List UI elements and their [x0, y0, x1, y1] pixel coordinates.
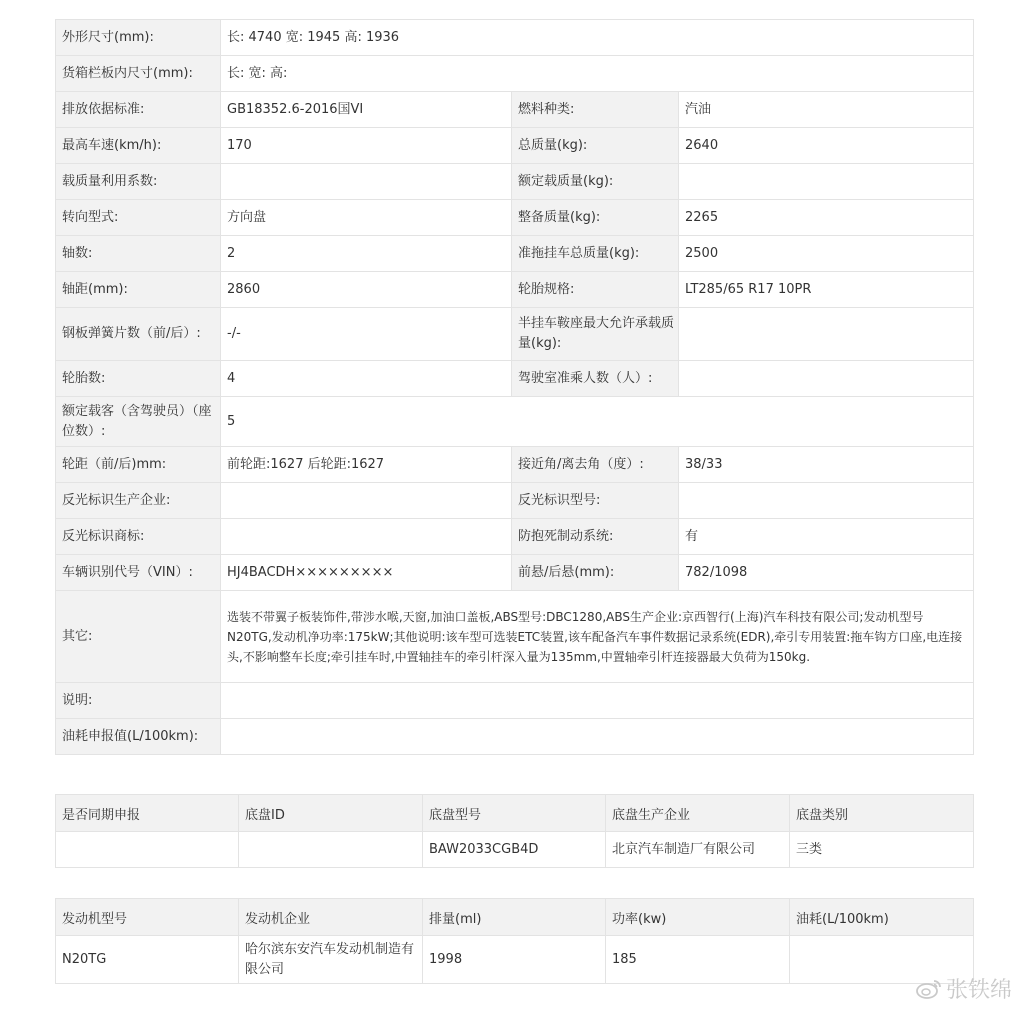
chassis-header: 是否同期申报: [56, 795, 239, 832]
row-reflect-co: [56, 483, 974, 519]
overhang-value: 782/1098: [679, 555, 974, 591]
cab-value: [679, 361, 974, 397]
cargo-label: 货箱栏板内尺寸(mm):: [56, 56, 221, 92]
row-steer: [56, 200, 974, 236]
emission-value: GB18352.6-2016国VI: [221, 92, 512, 128]
track-label: 轮距（前/后)mm:: [56, 447, 221, 483]
engine-cell: 哈尔滨东安汽车发动机制造有限公司: [239, 936, 423, 984]
engine-header: 油耗(L/100km): [790, 899, 974, 936]
fuel-value: 汽油: [679, 92, 974, 128]
seats-label: 额定载客（含驾驶员）（座位数）:: [56, 397, 221, 447]
reflect-mark-value: [221, 519, 512, 555]
weibo-icon: [916, 978, 942, 1000]
speed-label: 最高车速(km/h):: [56, 128, 221, 164]
seats-value: 5: [221, 397, 974, 447]
abs-value: 有: [679, 519, 974, 555]
curb-value: 2265: [679, 200, 974, 236]
dims-label: 外形尺寸(mm):: [56, 20, 221, 56]
abs-label: 防抱死制动系统:: [512, 519, 679, 555]
chassis-header: 底盘类别: [790, 795, 974, 832]
row-tires: [56, 361, 974, 397]
other-label: 其它:: [56, 591, 221, 683]
reflect-mark-label: 反光标识商标:: [56, 519, 221, 555]
chassis-cell: 北京汽车制造厂有限公司: [606, 832, 790, 868]
row-vin: [56, 555, 974, 591]
cargo-value: 长: 宽: 高:: [221, 56, 974, 92]
chassis-header-row: [56, 795, 974, 832]
vin-value: HJ4BACDH×××××××××: [221, 555, 512, 591]
engine-cell: 185: [606, 936, 790, 984]
track-value: 前轮距:1627 后轮距:1627: [221, 447, 512, 483]
tires-value: 4: [221, 361, 512, 397]
axles-label: 轴数:: [56, 236, 221, 272]
trailer-value: 2500: [679, 236, 974, 272]
chassis-header: 底盘ID: [239, 795, 423, 832]
util-label: 载质量利用系数:: [56, 164, 221, 200]
curb-label: 整备质量(kg):: [512, 200, 679, 236]
other-value: 选装不带翼子板装饰件,带涉水喉,天窗,加油口盖板,ABS型号:DBC1280,ABS生产企业:京西智行(上海)汽车科技有限公司;发动机型号N20TG,发动机净功率:175kW;其他说明:该车型可选装ETC装置,该车配备汽车事件数据记录系统(EDR),牵引专用装置:拖车钩方口座,电连接头,不影响整车长度;牵引挂车时,中置轴挂车的牵引杆深入量为135mm,中置轴牵引杆连接器最大负荷为150kg.: [221, 591, 974, 683]
reflect-model-label: 反光标识型号:: [512, 483, 679, 519]
mass-value: 2640: [679, 128, 974, 164]
speed-value: 170: [221, 128, 512, 164]
engine-cell: N20TG: [56, 936, 239, 984]
fuel-report-label: 油耗申报值(L/100km):: [56, 719, 221, 755]
engine-header: 发动机企业: [239, 899, 423, 936]
row-dims: [56, 20, 974, 56]
chassis-cell: 三类: [790, 832, 974, 868]
cab-label: 驾驶室准乘人数（人）:: [512, 361, 679, 397]
fuel-label: 燃料种类:: [512, 92, 679, 128]
row-cargo: [56, 56, 974, 92]
mass-label: 总质量(kg):: [512, 128, 679, 164]
angle-label: 接近角/离去角（度）:: [512, 447, 679, 483]
wheelbase-label: 轴距(mm):: [56, 272, 221, 308]
trailer-label: 准拖挂车总质量(kg):: [512, 236, 679, 272]
reflect-model-value: [679, 483, 974, 519]
steer-label: 转向型式:: [56, 200, 221, 236]
chassis-table: [55, 794, 974, 868]
vin-label: 车辆识别代号（VIN）:: [56, 555, 221, 591]
steer-value: 方向盘: [221, 200, 512, 236]
engine-row: [56, 936, 974, 984]
tire-spec-label: 轮胎规格:: [512, 272, 679, 308]
row-reflect-mark: [56, 519, 974, 555]
axles-value: 2: [221, 236, 512, 272]
note-label: 说明:: [56, 683, 221, 719]
engine-cell: 1998: [423, 936, 606, 984]
spring-label: 钢板弹簧片数（前/后）:: [56, 308, 221, 361]
row-other: [56, 591, 974, 683]
row-speed: [56, 128, 974, 164]
row-util: [56, 164, 974, 200]
spec-table: [55, 19, 974, 755]
row-emission: [56, 92, 974, 128]
wheelbase-value: 2860: [221, 272, 512, 308]
reflect-co-value: [221, 483, 512, 519]
engine-header-row: [56, 899, 974, 936]
fuel-report-value: [221, 719, 974, 755]
dims-value: 长: 4740 宽: 1945 高: 1936: [221, 20, 974, 56]
angle-value: 38/33: [679, 447, 974, 483]
chassis-cell: BAW2033CGB4D: [423, 832, 606, 868]
engine-table: [55, 898, 974, 984]
watermark: [916, 973, 1012, 1004]
chassis-header: 底盘生产企业: [606, 795, 790, 832]
rated-load-label: 额定载质量(kg):: [512, 164, 679, 200]
reflect-co-label: 反光标识生产企业:: [56, 483, 221, 519]
engine-header: 功率(kw): [606, 899, 790, 936]
row-wheelbase: [56, 272, 974, 308]
row-spring: [56, 308, 974, 361]
row-note: [56, 683, 974, 719]
overhang-label: 前悬/后悬(mm):: [512, 555, 679, 591]
chassis-header: 底盘型号: [423, 795, 606, 832]
row-axles: [56, 236, 974, 272]
rated-load-value: [679, 164, 974, 200]
row-track: [56, 447, 974, 483]
chassis-cell: [239, 832, 423, 868]
tires-label: 轮胎数:: [56, 361, 221, 397]
watermark-text: 张铁绵: [945, 978, 1012, 1003]
engine-header: 排量(ml): [423, 899, 606, 936]
saddle-label: 半挂车鞍座最大允许承载质量(kg):: [512, 308, 679, 361]
engine-header: 发动机型号: [56, 899, 239, 936]
util-value: [221, 164, 512, 200]
saddle-value: [679, 308, 974, 361]
spring-value: -/-: [221, 308, 512, 361]
row-seats: [56, 397, 974, 447]
chassis-cell: [56, 832, 239, 868]
tire-spec-value: LT285/65 R17 10PR: [679, 272, 974, 308]
note-value: [221, 683, 974, 719]
row-fuel-report: [56, 719, 974, 755]
chassis-row: [56, 832, 974, 868]
emission-label: 排放依据标准:: [56, 92, 221, 128]
